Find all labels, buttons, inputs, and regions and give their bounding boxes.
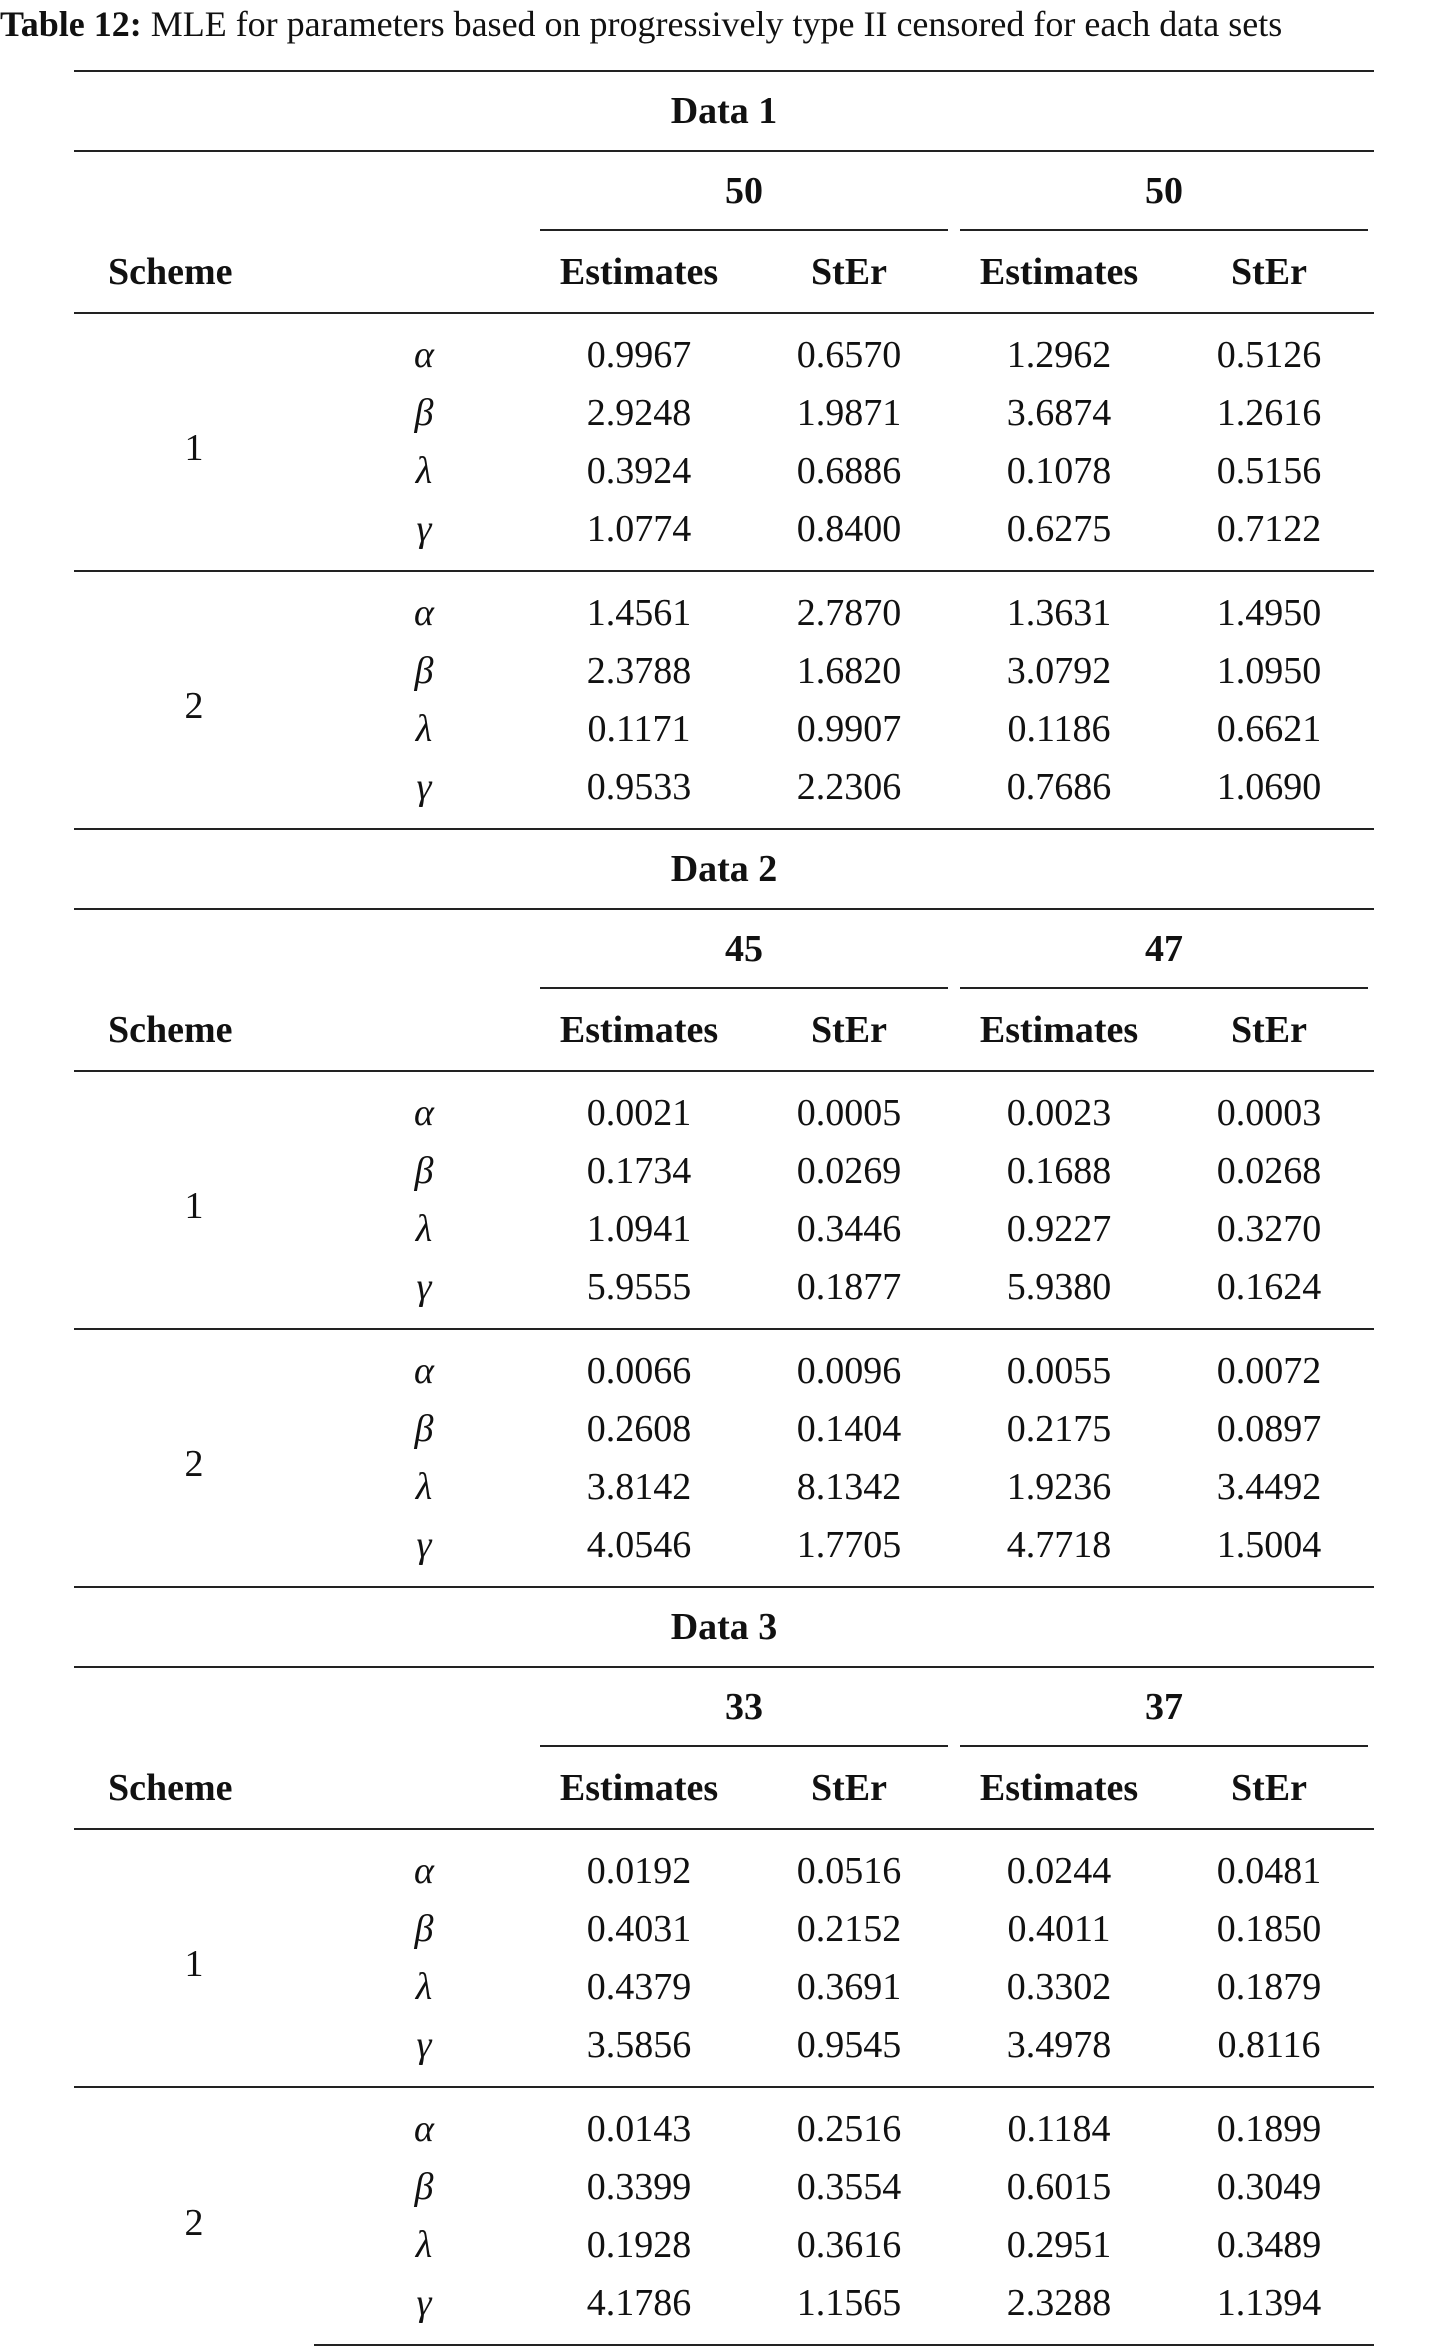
parameter-symbol: λ <box>415 708 433 750</box>
estimate-value: 0.1688 <box>1006 1150 1112 1192</box>
parameter-symbol: γ <box>416 508 432 550</box>
sample-size-header <box>954 909 1374 990</box>
estimate-value: 0.1171 <box>587 708 691 750</box>
parameter-symbol: α <box>314 571 534 642</box>
scheme-header: Scheme <box>108 251 233 293</box>
ster-value: 0.6886 <box>796 450 902 492</box>
estimate-value: 0.3924 <box>586 450 692 492</box>
parameter-symbol: γ <box>416 2024 432 2066</box>
table-row <box>74 2087 1374 2158</box>
caption-text: MLE for parameters based on progressively type II censored for each data sets <box>150 4 1283 44</box>
ster-value: 0.0481 <box>1164 1829 1374 1900</box>
estimate-value: 0.1186 <box>1007 708 1111 750</box>
parameter-symbol: β <box>414 1908 434 1950</box>
ster-value: 0.3446 <box>796 1208 902 1250</box>
estimate-value: 2.9248 <box>586 392 692 434</box>
parameter-symbol: γ <box>416 1266 432 1308</box>
empty-cell <box>74 909 314 990</box>
estimate-value: 0.0021 <box>534 1071 744 1142</box>
ster-header: StEr <box>811 1009 887 1051</box>
parameter-symbol: γ <box>416 1524 432 1566</box>
sample-size-value: 47 <box>960 911 1368 989</box>
estimate-value: 0.9533 <box>586 766 692 808</box>
estimate-value: 0.0066 <box>534 1329 744 1400</box>
estimate-value: 0.2951 <box>1006 2224 1112 2266</box>
ster-value: 1.0690 <box>1216 766 1322 808</box>
parameter-symbol: α <box>314 1329 534 1400</box>
ster-value: 0.5126 <box>1164 313 1374 384</box>
estimate-value: 0.1734 <box>586 1150 692 1192</box>
sample-size-value: 50 <box>540 153 948 231</box>
ster-value: 0.6621 <box>1216 708 1322 750</box>
ster-value: 0.0005 <box>744 1071 954 1142</box>
estimate-value: 2.3288 <box>954 2274 1164 2345</box>
ster-value: 0.0269 <box>796 1150 902 1192</box>
parameter-symbol: λ <box>415 450 433 492</box>
sample-size-header <box>534 909 954 990</box>
estimate-value: 0.1928 <box>586 2224 692 2266</box>
ster-value: 0.0516 <box>744 1829 954 1900</box>
estimate-value: 1.2962 <box>954 313 1164 384</box>
estimates-header: Estimates <box>559 1009 719 1051</box>
sample-size-header <box>954 1667 1374 1748</box>
ster-header: StEr <box>811 251 887 293</box>
table-row <box>74 1329 1374 1400</box>
estimate-value: 0.9967 <box>534 313 744 384</box>
estimate-value: 0.0143 <box>534 2087 744 2158</box>
ster-value: 0.3049 <box>1216 2166 1322 2208</box>
mle-table <box>74 70 1374 2346</box>
parameter-symbol: β <box>414 1150 434 1192</box>
ster-value: 1.2616 <box>1216 392 1322 434</box>
empty-cell <box>314 151 534 232</box>
ster-value: 0.5156 <box>1216 450 1322 492</box>
sample-size-row <box>74 1667 1374 1748</box>
ster-value: 3.4492 <box>1216 1466 1322 1508</box>
estimate-value: 0.9227 <box>1006 1208 1112 1250</box>
ster-value: 2.7870 <box>744 571 954 642</box>
ster-value: 0.9545 <box>796 2024 902 2066</box>
ster-value: 0.0268 <box>1216 1150 1322 1192</box>
ster-value: 1.5004 <box>1216 1524 1322 1566</box>
empty-cell <box>314 1748 534 1829</box>
estimate-value: 0.2608 <box>586 1408 692 1450</box>
ster-value: 0.8116 <box>1217 2024 1321 2066</box>
empty-cell <box>314 232 534 313</box>
ster-value: 0.1850 <box>1216 1908 1322 1950</box>
estimate-value: 3.0792 <box>1006 650 1112 692</box>
mle-table-body <box>74 71 1374 2345</box>
estimate-value: 1.3631 <box>954 571 1164 642</box>
parameter-symbol: β <box>414 2166 434 2208</box>
ster-value: 0.1879 <box>1216 1966 1322 2008</box>
estimates-header: Estimates <box>979 251 1139 293</box>
column-header-row <box>74 232 1374 313</box>
ster-value: 0.3554 <box>796 2166 902 2208</box>
estimate-value: 3.4978 <box>1006 2024 1112 2066</box>
sample-size-header <box>534 1667 954 1748</box>
estimate-value: 5.9555 <box>586 1266 692 1308</box>
estimate-value: 1.0774 <box>586 508 692 550</box>
empty-cell <box>314 1667 534 1748</box>
estimate-value: 3.8142 <box>586 1466 692 1508</box>
ster-value: 1.0950 <box>1216 650 1322 692</box>
estimate-value: 5.9380 <box>1006 1266 1112 1308</box>
sample-size-row <box>74 151 1374 232</box>
scheme-number: 1 <box>74 313 314 571</box>
estimate-value: 0.4379 <box>586 1966 692 2008</box>
ster-header: StEr <box>1231 251 1307 293</box>
ster-value: 1.6820 <box>796 650 902 692</box>
estimates-header: Estimates <box>559 1767 719 1809</box>
estimate-value: 0.6015 <box>1006 2166 1112 2208</box>
parameter-symbol: β <box>414 1408 434 1450</box>
estimate-value: 2.3788 <box>586 650 692 692</box>
scheme-header: Scheme <box>108 1009 233 1051</box>
estimates-header: Estimates <box>559 251 719 293</box>
ster-header: StEr <box>1231 1767 1307 1809</box>
table-row <box>74 571 1374 642</box>
ster-value: 0.1404 <box>796 1408 902 1450</box>
ster-value: 0.6570 <box>744 313 954 384</box>
parameter-symbol: α <box>314 1071 534 1142</box>
scheme-number: 1 <box>74 1071 314 1329</box>
table-row <box>74 1071 1374 1142</box>
sample-size-value: 50 <box>960 153 1368 231</box>
ster-value: 0.1899 <box>1164 2087 1374 2158</box>
empty-cell <box>74 1667 314 1748</box>
parameter-symbol: λ <box>415 2224 433 2266</box>
estimate-value: 1.4561 <box>534 571 744 642</box>
estimate-value: 0.4011 <box>1007 1908 1111 1950</box>
dataset-title: Data 3 <box>74 1587 1374 1667</box>
estimate-value: 1.0941 <box>586 1208 692 1250</box>
estimate-value: 0.0023 <box>954 1071 1164 1142</box>
ster-value: 0.3489 <box>1216 2224 1322 2266</box>
column-header-row <box>74 1748 1374 1829</box>
estimate-value: 0.1184 <box>954 2087 1164 2158</box>
parameter-symbol: β <box>414 392 434 434</box>
dataset-title: Data 1 <box>74 71 1374 151</box>
table-caption <box>0 0 1448 52</box>
parameter-symbol: α <box>314 313 534 384</box>
sample-size-header <box>534 151 954 232</box>
estimate-value: 0.1078 <box>1006 450 1112 492</box>
estimate-value: 0.0192 <box>534 1829 744 1900</box>
sample-size-row <box>74 909 1374 990</box>
ster-value: 1.9871 <box>796 392 902 434</box>
estimate-value: 0.2175 <box>1006 1408 1112 1450</box>
estimate-value: 1.9236 <box>1006 1466 1112 1508</box>
dataset-title: Data 2 <box>74 829 1374 909</box>
estimate-value: 0.0244 <box>954 1829 1164 1900</box>
table-row <box>74 313 1374 384</box>
dataset-title-row <box>74 1587 1374 1667</box>
ster-value: 0.1624 <box>1216 1266 1322 1308</box>
estimate-value: 4.1786 <box>534 2274 744 2345</box>
ster-value: 0.9907 <box>796 708 902 750</box>
ster-value: 0.8400 <box>796 508 902 550</box>
ster-value: 1.7705 <box>796 1524 902 1566</box>
estimates-header: Estimates <box>979 1009 1139 1051</box>
estimate-value: 0.3302 <box>1006 1966 1112 2008</box>
ster-value: 1.4950 <box>1164 571 1374 642</box>
sample-size-value: 37 <box>960 1669 1368 1747</box>
ster-value: 0.0897 <box>1216 1408 1322 1450</box>
ster-header: StEr <box>1231 1009 1307 1051</box>
empty-cell <box>314 990 534 1071</box>
parameter-symbol: γ <box>314 2274 534 2345</box>
scheme-header: Scheme <box>108 1767 233 1809</box>
dataset-title-row <box>74 829 1374 909</box>
estimate-value: 0.0055 <box>954 1329 1164 1400</box>
sample-size-value: 33 <box>540 1669 948 1747</box>
ster-value: 1.1394 <box>1164 2274 1374 2345</box>
empty-cell <box>74 151 314 232</box>
parameter-symbol: λ <box>415 1966 433 2008</box>
sample-size-header <box>954 151 1374 232</box>
parameter-symbol: α <box>314 1829 534 1900</box>
estimate-value: 0.3399 <box>586 2166 692 2208</box>
scheme-number: 2 <box>74 571 314 829</box>
dataset-title-row <box>74 71 1374 151</box>
empty-cell <box>314 909 534 990</box>
table-row <box>74 1829 1374 1900</box>
estimate-value: 4.0546 <box>586 1524 692 1566</box>
ster-value: 0.7122 <box>1216 508 1322 550</box>
parameter-symbol: β <box>414 650 434 692</box>
parameter-symbol: λ <box>415 1208 433 1250</box>
parameter-symbol: γ <box>416 766 432 808</box>
estimate-value: 4.7718 <box>1006 1524 1112 1566</box>
ster-value: 0.0072 <box>1164 1329 1374 1400</box>
ster-value: 2.2306 <box>796 766 902 808</box>
ster-header: StEr <box>811 1767 887 1809</box>
ster-value: 0.3616 <box>796 2224 902 2266</box>
scheme-number: 2 <box>74 2087 314 2345</box>
ster-value: 1.1565 <box>744 2274 954 2345</box>
estimate-value: 3.6874 <box>1006 392 1112 434</box>
scheme-number: 2 <box>74 1329 314 1587</box>
sample-size-value: 45 <box>540 911 948 989</box>
ster-value: 0.0096 <box>744 1329 954 1400</box>
ster-value: 0.3270 <box>1216 1208 1322 1250</box>
estimate-value: 0.7686 <box>1006 766 1112 808</box>
ster-value: 0.0003 <box>1164 1071 1374 1142</box>
ster-value: 0.3691 <box>796 1966 902 2008</box>
estimate-value: 3.5856 <box>586 2024 692 2066</box>
caption-label: Table 12: <box>0 4 142 44</box>
ster-value: 0.1877 <box>796 1266 902 1308</box>
parameter-symbol: α <box>314 2087 534 2158</box>
parameter-symbol: λ <box>415 1466 433 1508</box>
ster-value: 0.2152 <box>796 1908 902 1950</box>
estimate-value: 0.6275 <box>1006 508 1112 550</box>
estimates-header: Estimates <box>979 1767 1139 1809</box>
ster-value: 0.2516 <box>744 2087 954 2158</box>
estimate-value: 0.4031 <box>586 1908 692 1950</box>
ster-value: 8.1342 <box>796 1466 902 1508</box>
scheme-number: 1 <box>74 1829 314 2087</box>
column-header-row <box>74 990 1374 1071</box>
